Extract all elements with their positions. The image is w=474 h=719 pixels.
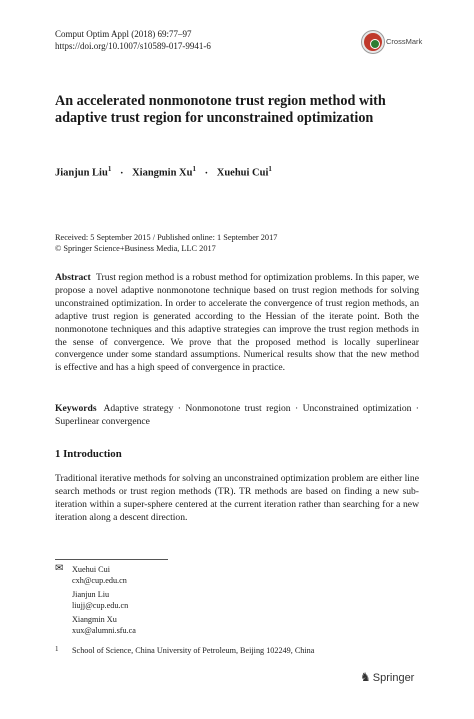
author-name[interactable]: Xuehui Cui — [216, 167, 269, 179]
keywords-label: Keywords — [55, 403, 97, 414]
abstract-text: Trust region method is a robust method for optimization problems. In this paper, we propose a novel adaptive nonmonotone technique based on trust region methods for solving unconstrained optimization. In order to accelerate the convergence of trust region methods, an adaptive trust region is generated according to the Hessian of the iterate point. Both the nonmonotone techniques and this adaptive strategies can improve the trust region methods in the sense of convergence. We prove that the proposed method is locally superlinear convergence under some standard assumptions. Numerical results show that the new method is effective and has a high speed of convergence in practice. — [55, 272, 419, 374]
paper-title: An accelerated nonmonotone trust region method with adaptive trust region for unconstrained optimization — [55, 93, 386, 126]
author-affiliation-mark: 1 — [192, 165, 196, 173]
affiliation-text: School of Science, China University of Petroleum, Beijing 102249, China — [72, 646, 315, 655]
author-affiliation-mark: 1 — [268, 165, 272, 173]
contact-name: Xuehui Cui — [72, 565, 110, 574]
publisher-name: Springer — [372, 672, 415, 684]
author-name[interactable]: Xiangmin Xu — [132, 167, 193, 179]
publisher-logo — [360, 670, 414, 684]
contact-name: Xiangmin Xu — [72, 615, 117, 624]
received-line: Received: 5 September 2015 / Published online: 1 September 2017 — [55, 233, 278, 242]
contact-entry — [55, 614, 136, 636]
author-list — [55, 165, 272, 179]
doi-link[interactable]: https://doi.org/10.1007/s10589-017-9941-6 — [55, 41, 211, 51]
keywords-text: Adaptive strategy · Nonmonotone trust region · Unconstrained optimization · Superlinear convergence — [55, 403, 419, 427]
footnote-divider — [55, 559, 168, 560]
contact-entry — [55, 589, 128, 611]
journal-citation: Comput Optim Appl (2018) 69:77–97 — [55, 29, 192, 39]
affiliation-mark: 1 — [55, 645, 59, 653]
crossmark-label: CrossMark — [386, 37, 423, 46]
crossmark-icon — [362, 31, 384, 53]
section-heading: 1 Introduction — [55, 448, 122, 460]
crossmark-badge[interactable] — [360, 29, 423, 55]
keywords — [55, 403, 419, 429]
contact-email[interactable]: xux@alumni.sfu.ca — [72, 626, 136, 635]
springer-horse-icon: ♞ — [360, 670, 371, 684]
envelope-icon: ✉ — [55, 563, 64, 574]
author-name[interactable]: Jianjun Liu — [55, 167, 108, 179]
affiliation-footnote — [55, 645, 314, 655]
contact-email[interactable]: cxh@cup.edu.cn — [72, 576, 127, 585]
author-separator: · — [204, 167, 209, 179]
publication-dates — [55, 232, 277, 254]
contact-email[interactable]: liujj@cup.edu.cn — [72, 601, 129, 610]
copyright-line: © Springer Science+Business Media, LLC 2017 — [55, 244, 216, 253]
abstract-label: Abstract — [55, 272, 91, 283]
author-separator: · — [119, 167, 124, 179]
corresponding-author — [55, 564, 127, 586]
introduction-text: Traditional iterative methods for solving an unconstrained optimization problem are either line search methods or trust region methods (TR). TR methods are based on finding a new sub-iteration within a super-sphere centered at the current iteration rather than searching for a new iteration along a descent direction. — [55, 473, 419, 523]
contact-name: Jianjun Liu — [72, 590, 110, 599]
abstract — [55, 272, 419, 375]
author-affiliation-mark: 1 — [107, 165, 112, 173]
